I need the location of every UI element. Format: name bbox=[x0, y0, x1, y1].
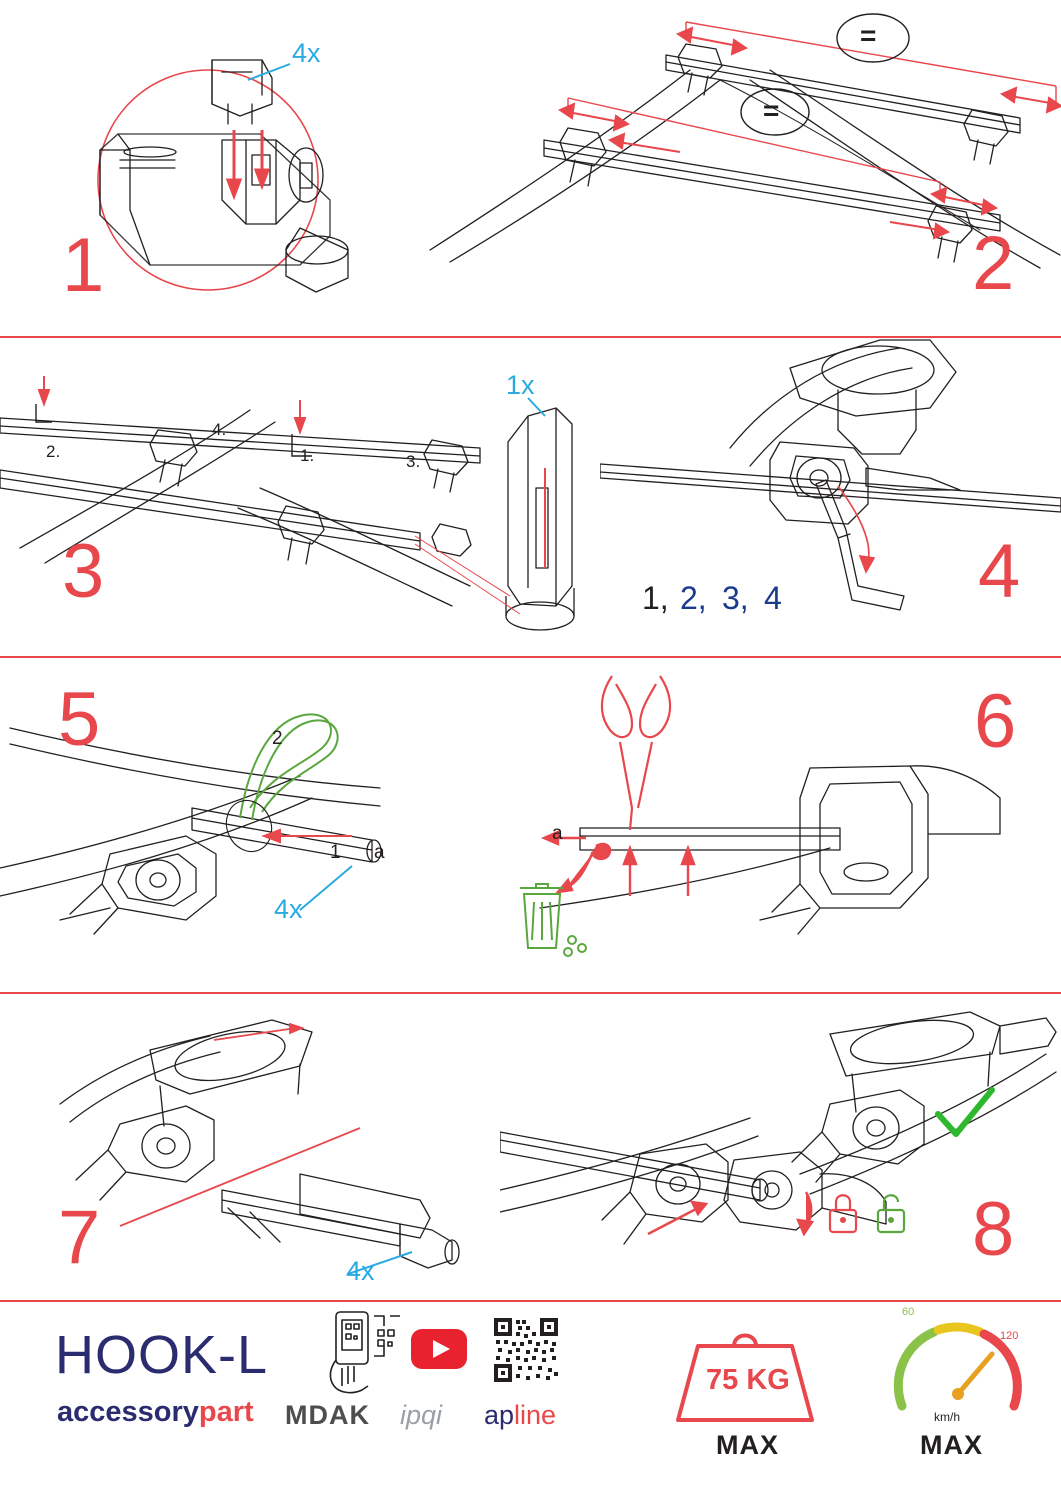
step-2-equal-sign-2: = bbox=[763, 95, 780, 126]
step-2-illustration bbox=[420, 0, 1061, 336]
step-5-callout-4x: 4x bbox=[274, 894, 303, 924]
step-5-callout-2: 2 bbox=[272, 728, 283, 749]
step-5-callout-1: 1 bbox=[330, 842, 341, 863]
step-4-sequence-1: 1, bbox=[642, 580, 669, 616]
brand-accessorypart bbox=[57, 1396, 254, 1429]
speed-tick-min: 60 bbox=[902, 1306, 915, 1318]
speed-tick-max: 120 bbox=[1000, 1330, 1019, 1342]
speed-unit: km/h bbox=[934, 1410, 961, 1424]
max-load-label: MAX bbox=[716, 1430, 779, 1460]
step-6-callout-a: a bbox=[552, 823, 563, 844]
product-name: HOOK-L bbox=[55, 1325, 269, 1385]
max-load-value: 75 KG bbox=[706, 1364, 790, 1396]
step-3-panel bbox=[0, 338, 600, 656]
phone-scan-qr-icon bbox=[318, 1310, 408, 1396]
partner-mdak: MDAK bbox=[285, 1400, 370, 1430]
step-6-number: 6 bbox=[974, 679, 1015, 764]
step-4-sequence-4: 4 bbox=[764, 580, 782, 616]
max-speed-label: MAX bbox=[920, 1430, 983, 1460]
partner-line-text: line bbox=[514, 1400, 557, 1430]
step-8-panel bbox=[500, 994, 1061, 1300]
step-7-callout-4x: 4x bbox=[346, 1256, 375, 1286]
brand-accessory-text: accessory bbox=[57, 1396, 199, 1428]
step-4-panel bbox=[600, 338, 1061, 656]
step-2-number: 2 bbox=[972, 221, 1013, 306]
step-3-callout-4: 4. bbox=[212, 420, 227, 439]
step-2-panel bbox=[420, 0, 1061, 336]
partner-apline bbox=[484, 1400, 556, 1431]
step-3-callout-3: 3. bbox=[406, 452, 421, 471]
step-2-equal-sign-1: = bbox=[860, 20, 877, 51]
step-6-panel bbox=[480, 658, 1061, 992]
step-1-panel bbox=[0, 0, 420, 336]
qr-code-icon bbox=[492, 1316, 560, 1384]
step-3-callout-1x: 1x bbox=[506, 370, 535, 400]
step-4-sequence-3: 3, bbox=[722, 580, 749, 616]
step-1-number: 1 bbox=[62, 223, 103, 308]
step-5-number: 5 bbox=[58, 677, 99, 762]
step-4-number: 4 bbox=[978, 529, 1019, 614]
step-4-sequence-2: 2, bbox=[680, 580, 707, 616]
step-3-callout-1: 1. bbox=[300, 446, 315, 465]
partner-ipqi: ipqi bbox=[400, 1400, 443, 1430]
speedometer-icon bbox=[888, 1310, 1028, 1426]
brand-part-text: part bbox=[198, 1396, 254, 1428]
step-3-number: 3 bbox=[62, 529, 103, 614]
footer bbox=[0, 1300, 1061, 1500]
partner-ap-text: ap bbox=[484, 1400, 515, 1430]
step-5-panel bbox=[0, 658, 480, 992]
step-3-callout-2: 2. bbox=[46, 442, 61, 461]
step-7-number: 7 bbox=[58, 1195, 99, 1280]
youtube-play-icon[interactable] bbox=[410, 1328, 468, 1370]
step-7-panel bbox=[0, 994, 500, 1300]
step-8-number: 8 bbox=[972, 1187, 1013, 1272]
step-1-callout-4x: 4x bbox=[292, 38, 321, 68]
step-5-callout-a: a bbox=[374, 842, 385, 863]
